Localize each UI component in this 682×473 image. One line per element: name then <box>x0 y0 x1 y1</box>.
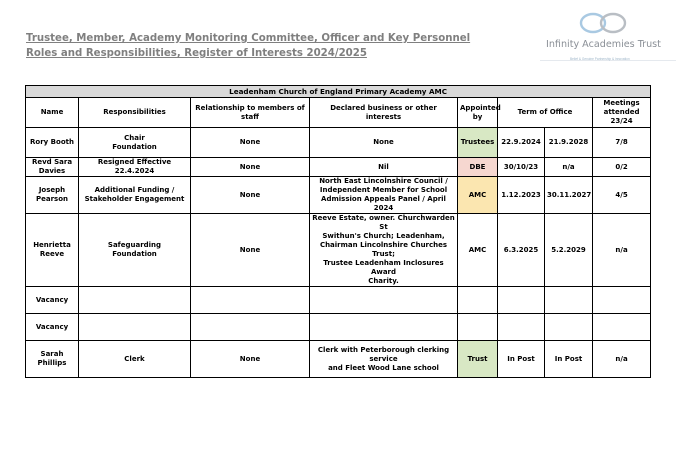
row-responsibilities: Chair Foundation <box>79 128 191 158</box>
row-declared-interests <box>310 287 458 314</box>
heading-line-2: Roles and Responsibilities, Register of Interests 2024/2025 <box>26 48 367 59</box>
table-row <box>26 214 651 287</box>
header-declared-interests: Declared business or other interests <box>310 98 458 128</box>
row-appointed-by: AMC <box>458 177 498 214</box>
row-term-start: 1.12.2023 <box>498 177 545 214</box>
row-appointed-by <box>458 314 498 341</box>
row-relationship <box>191 314 310 341</box>
table-row <box>26 128 651 158</box>
table-row <box>26 314 651 341</box>
header-meetings-attended: Meetings attended 23/24 <box>593 98 651 128</box>
logo-name: Infinity Academies Trust <box>546 39 661 50</box>
row-declared-interests: None <box>310 128 458 158</box>
register-table <box>25 85 651 378</box>
row-responsibilities: Resigned Effective 22.4.2024 <box>79 158 191 177</box>
row-relationship: None <box>191 214 310 287</box>
row-name: Vacancy <box>26 287 79 314</box>
row-declared-interests: Reeve Estate, owner. Churchwarden St Swithun's Church; Leadenham, Chairman Lincolnshire Churches Trust; Trustee Leadenham Inclosures Award Charity. <box>310 214 458 287</box>
row-appointed-by: Trust <box>458 341 498 378</box>
row-name: Revd Sara Davies <box>26 158 79 177</box>
row-term-start: In Post <box>498 341 545 378</box>
header-responsibilities: Responsibilities <box>79 98 191 128</box>
row-responsibilities <box>79 287 191 314</box>
row-term-end: n/a <box>545 158 593 177</box>
row-term-end: 5.2.2029 <box>545 214 593 287</box>
row-term-end: 21.9.2028 <box>545 128 593 158</box>
row-meetings-attended <box>593 287 651 314</box>
row-term-start: 30/10/23 <box>498 158 545 177</box>
row-relationship <box>191 287 310 314</box>
row-appointed-by: Trustees <box>458 128 498 158</box>
row-declared-interests <box>310 314 458 341</box>
row-responsibilities: Clerk <box>79 341 191 378</box>
row-term-end <box>545 314 593 341</box>
row-relationship: None <box>191 128 310 158</box>
row-responsibilities: Additional Funding / Stakeholder Engagement <box>79 177 191 214</box>
row-name: Rory Booth <box>26 128 79 158</box>
table-row <box>26 341 651 378</box>
row-term-end <box>545 287 593 314</box>
row-meetings-attended: 0/2 <box>593 158 651 177</box>
row-name: Henrietta Reeve <box>26 214 79 287</box>
document-heading <box>26 31 470 61</box>
row-responsibilities <box>79 314 191 341</box>
table-title: Leadenham Church of England Primary Academy AMC <box>26 86 651 98</box>
row-declared-interests: Nil <box>310 158 458 177</box>
table-row <box>26 158 651 177</box>
logo-tagline: Belief & Genuine Partnership & Innovation <box>570 57 630 61</box>
row-relationship: None <box>191 341 310 378</box>
row-meetings-attended: 4/5 <box>593 177 651 214</box>
row-term-start: 22.9.2024 <box>498 128 545 158</box>
row-appointed-by <box>458 287 498 314</box>
row-appointed-by: AMC <box>458 214 498 287</box>
row-name: Vacancy <box>26 314 79 341</box>
table-title-row <box>26 86 651 98</box>
row-term-start <box>498 314 545 341</box>
table-header-row <box>26 98 651 128</box>
infinity-logo-icon <box>576 10 632 36</box>
row-term-end: 30.11.2027 <box>545 177 593 214</box>
table-body <box>26 128 651 378</box>
row-meetings-attended <box>593 314 651 341</box>
row-relationship: None <box>191 177 310 214</box>
row-meetings-attended: 7/8 <box>593 128 651 158</box>
row-relationship: None <box>191 158 310 177</box>
table-row <box>26 177 651 214</box>
table-row <box>26 287 651 314</box>
heading-line-1: Trustee, Member, Academy Monitoring Committee, Officer and Key Personnel <box>26 33 471 44</box>
row-term-start: 6.3.2025 <box>498 214 545 287</box>
row-declared-interests: Clerk with Peterborough clerking service and Fleet Wood Lane school <box>310 341 458 378</box>
row-term-end: In Post <box>545 341 593 378</box>
row-meetings-attended: n/a <box>593 214 651 287</box>
header-relationship: Relationship to members of staff <box>191 98 310 128</box>
row-meetings-attended: n/a <box>593 341 651 378</box>
row-term-start <box>498 287 545 314</box>
row-appointed-by: DBE <box>458 158 498 177</box>
header-term-of-office: Term of Office <box>498 98 593 128</box>
row-name: Sarah Phillips <box>26 341 79 378</box>
trust-logo <box>540 10 680 68</box>
row-responsibilities: Safeguarding Foundation <box>79 214 191 287</box>
header-name: Name <box>26 98 79 128</box>
header-appointed-by: Appointed by <box>458 98 498 128</box>
row-name: Joseph Pearson <box>26 177 79 214</box>
row-declared-interests: North East Lincolnshire Council / Independent Member for School Admission Appeals Panel / April 2024 <box>310 177 458 214</box>
